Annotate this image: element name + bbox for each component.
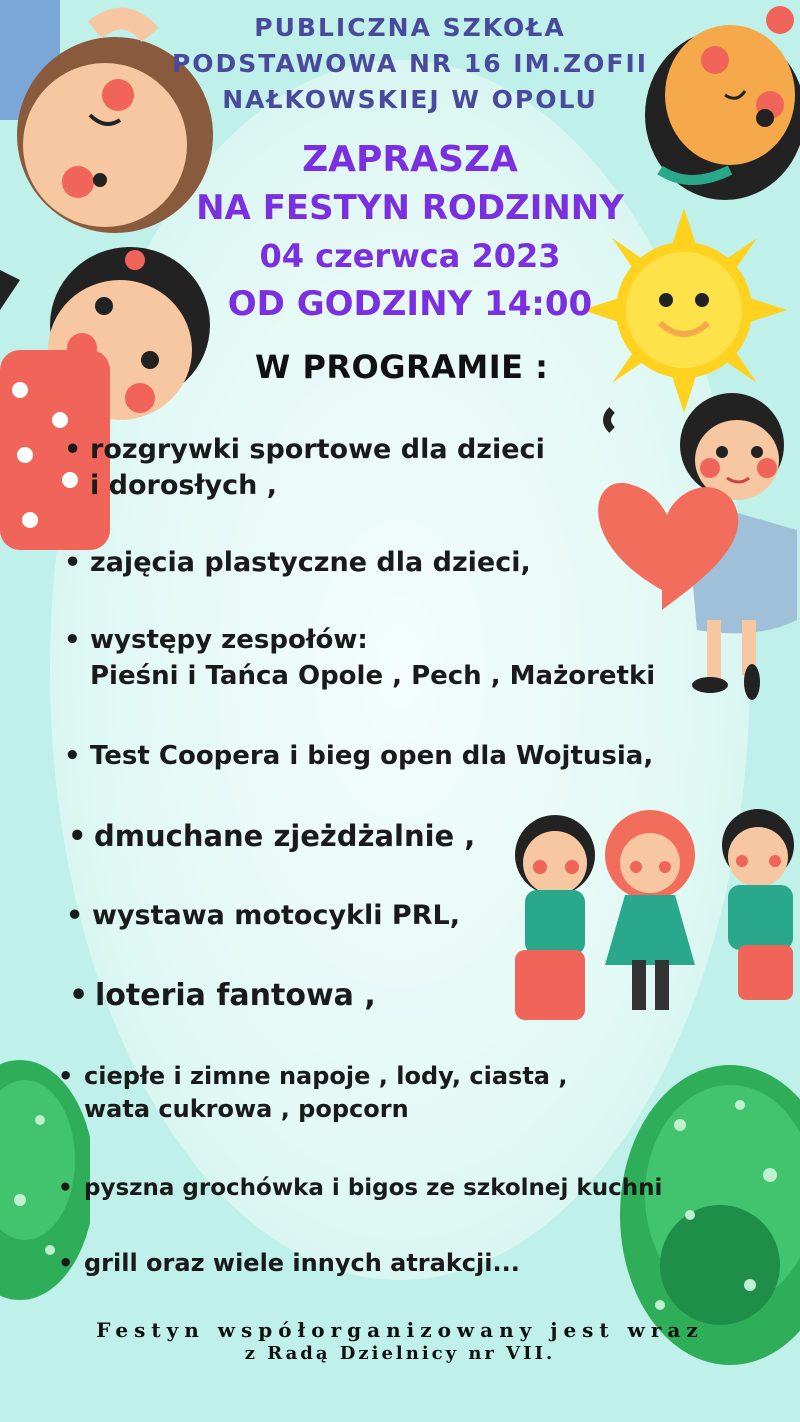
list-item-text: ciepłe i zimne napoje , lody, ciasta , bbox=[84, 1062, 568, 1090]
footer-line: z Radą Dzielnicy nr VII. bbox=[244, 1343, 556, 1364]
invitation-line: ZAPRASZA bbox=[302, 139, 518, 180]
list-item bbox=[64, 545, 531, 581]
program-heading: W PROGRAMIE : bbox=[255, 348, 549, 386]
bullet: • bbox=[68, 819, 87, 853]
bullet: • bbox=[58, 1062, 74, 1090]
list-item-text: rozgrywki sportowe dla dzieci bbox=[90, 434, 545, 465]
list-item bbox=[64, 738, 654, 774]
list-item-text: Pieśni i Tańca Opole , Pech , Mażoretki bbox=[90, 661, 656, 691]
list-item bbox=[69, 978, 376, 1014]
list-item-text: zajęcia plastyczne dla dzieci, bbox=[90, 547, 531, 578]
list-item bbox=[64, 622, 656, 694]
list-item bbox=[58, 1170, 663, 1206]
school-name-line: NAŁKOWSKIEJ W OPOLU bbox=[222, 85, 598, 114]
event-date: 04 czerwca 2023 bbox=[259, 237, 561, 275]
list-item-text: loteria fantowa , bbox=[95, 978, 376, 1013]
bullet: • bbox=[58, 1175, 73, 1201]
bullet: • bbox=[69, 978, 89, 1013]
bullet: • bbox=[66, 900, 84, 931]
school-name-line: PODSTAWOWA NR 16 IM.ZOFII bbox=[171, 49, 649, 78]
bullet: • bbox=[58, 1249, 74, 1277]
bullet: • bbox=[64, 434, 82, 465]
event-time: OD GODZINY 14:00 bbox=[227, 284, 593, 324]
list-item-text: wystawa motocykli PRL, bbox=[92, 900, 460, 931]
list-item bbox=[58, 1245, 520, 1281]
bullet: • bbox=[64, 547, 82, 578]
list-item-text: i dorosłych , bbox=[90, 470, 277, 501]
footer-line: Festyn współorganizowany jest wraz bbox=[96, 1318, 704, 1342]
footer-note bbox=[0, 1318, 800, 1366]
list-item-text: grill oraz wiele innych atrakcji... bbox=[84, 1249, 520, 1277]
bullet: • bbox=[64, 625, 81, 655]
list-item-text: Test Coopera i bieg open dla Wojtusia, bbox=[90, 741, 654, 771]
list-item-text: wata cukrowa , popcorn bbox=[84, 1095, 409, 1123]
list-item bbox=[64, 432, 545, 504]
list-item-text: dmuchane zjeżdżalnie , bbox=[94, 819, 476, 853]
list-item-text: pyszna grochówka i bigos ze szkolnej kuchni bbox=[84, 1175, 663, 1201]
bullet: • bbox=[64, 741, 81, 771]
list-item-text: występy zespołów: bbox=[90, 625, 368, 655]
invitation-line: NA FESTYN RODZINNY bbox=[196, 188, 624, 228]
list-item bbox=[66, 898, 460, 934]
school-name-line: PUBLICZNA SZKOŁA bbox=[254, 13, 566, 42]
list-item bbox=[68, 818, 476, 854]
list-item bbox=[58, 1060, 568, 1126]
